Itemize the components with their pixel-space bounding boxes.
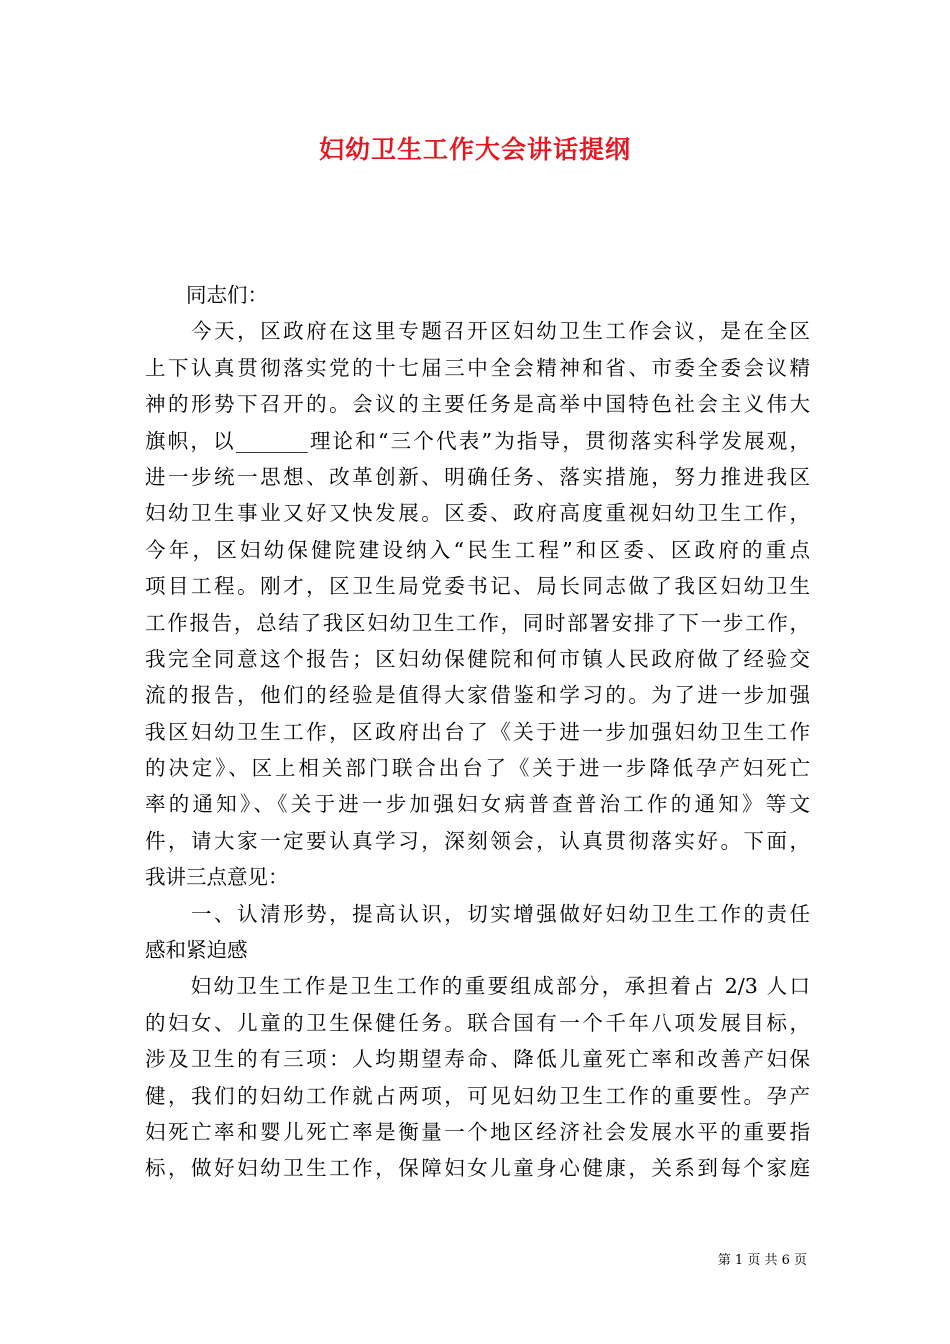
body-line: 我讲三点意见： (145, 865, 289, 890)
body-line: 的决定》、区上相关部门联合出台了《关于进一步降低孕产妇死亡 (145, 756, 810, 781)
body-line: 我完全同意这个报告；区妇幼保健院和何市镇人民政府做了经验交 (145, 646, 810, 671)
body-line: 上下认真贯彻落实党的十七届三中全会精神和省、市委全委会议精 (145, 355, 810, 380)
body-line: 神的形势下召开的。会议的主要任务是高举中国特色社会主义伟大 (145, 392, 810, 417)
body-line: 工作报告，总结了我区妇幼卫生工作，同时部署安排了下一步工作， (145, 610, 810, 635)
body-line: 妇死亡率和婴儿死亡率是衡量一个地区经济社会发展水平的重要指 (145, 1119, 810, 1144)
body-line: 流的报告，他们的经验是值得大家借鉴和学习的。为了进一步加强 (145, 683, 810, 708)
body-line: 感和紧迫感 (145, 938, 248, 963)
body-line: 今天，区政府在这里专题召开区妇幼卫生工作会议，是在全区 (145, 319, 810, 344)
document-body (145, 277, 810, 1187)
body-line: 同志们： (145, 283, 268, 307)
page-footer: 第 1 页 共 6 页 (717, 1253, 807, 1268)
body-line: 率的通知》、《关于进一步加强妇女病普查普治工作的通知》等文 (145, 792, 810, 817)
body-line: 我区妇幼卫生工作，区政府出台了《关于进一步加强妇幼卫生工作 (145, 719, 810, 744)
body-line: 进一步统一思想、改革创新、明确任务、落实措施，努力推进我区 (145, 464, 810, 489)
body-line: 的妇女、儿童的卫生保健任务。联合国有一个千年八项发展目标， (145, 1010, 810, 1035)
body-line: 一、认清形势，提高认识，切实增强做好妇幼卫生工作的责任 (145, 901, 810, 926)
body-line: 健，我们的妇幼工作就占两项，可见妇幼卫生工作的重要性。孕产 (145, 1083, 810, 1108)
body-line: 标，做好妇幼卫生工作，保障妇女儿童身心健康，关系到每个家庭 (145, 1156, 810, 1181)
body-line: 妇幼卫生工作是卫生工作的重要组成部分，承担着占 2/3 人口 (145, 974, 810, 999)
body-line: 项目工程。刚才，区卫生局党委书记、局长同志做了我区妇幼卫生 (145, 574, 810, 599)
body-line: 旗帜，以_______理论和“三个代表”为指导，贯彻落实科学发展观， (145, 428, 810, 453)
document-title: 妇幼卫生工作大会讲话提纲 (318, 135, 631, 164)
body-line: 妇幼卫生事业又好又快发展。区委、政府高度重视妇幼卫生工作， (145, 501, 810, 526)
body-line: 今年，区妇幼保健院建设纳入“民生工程”和区委、区政府的重点 (145, 537, 810, 562)
body-line: 涉及卫生的有三项：人均期望寿命、降低儿童死亡率和改善产妇保 (145, 1047, 810, 1072)
body-line: 件，请大家一定要认真学习，深刻领会，认真贯彻落实好。下面， (145, 828, 810, 853)
